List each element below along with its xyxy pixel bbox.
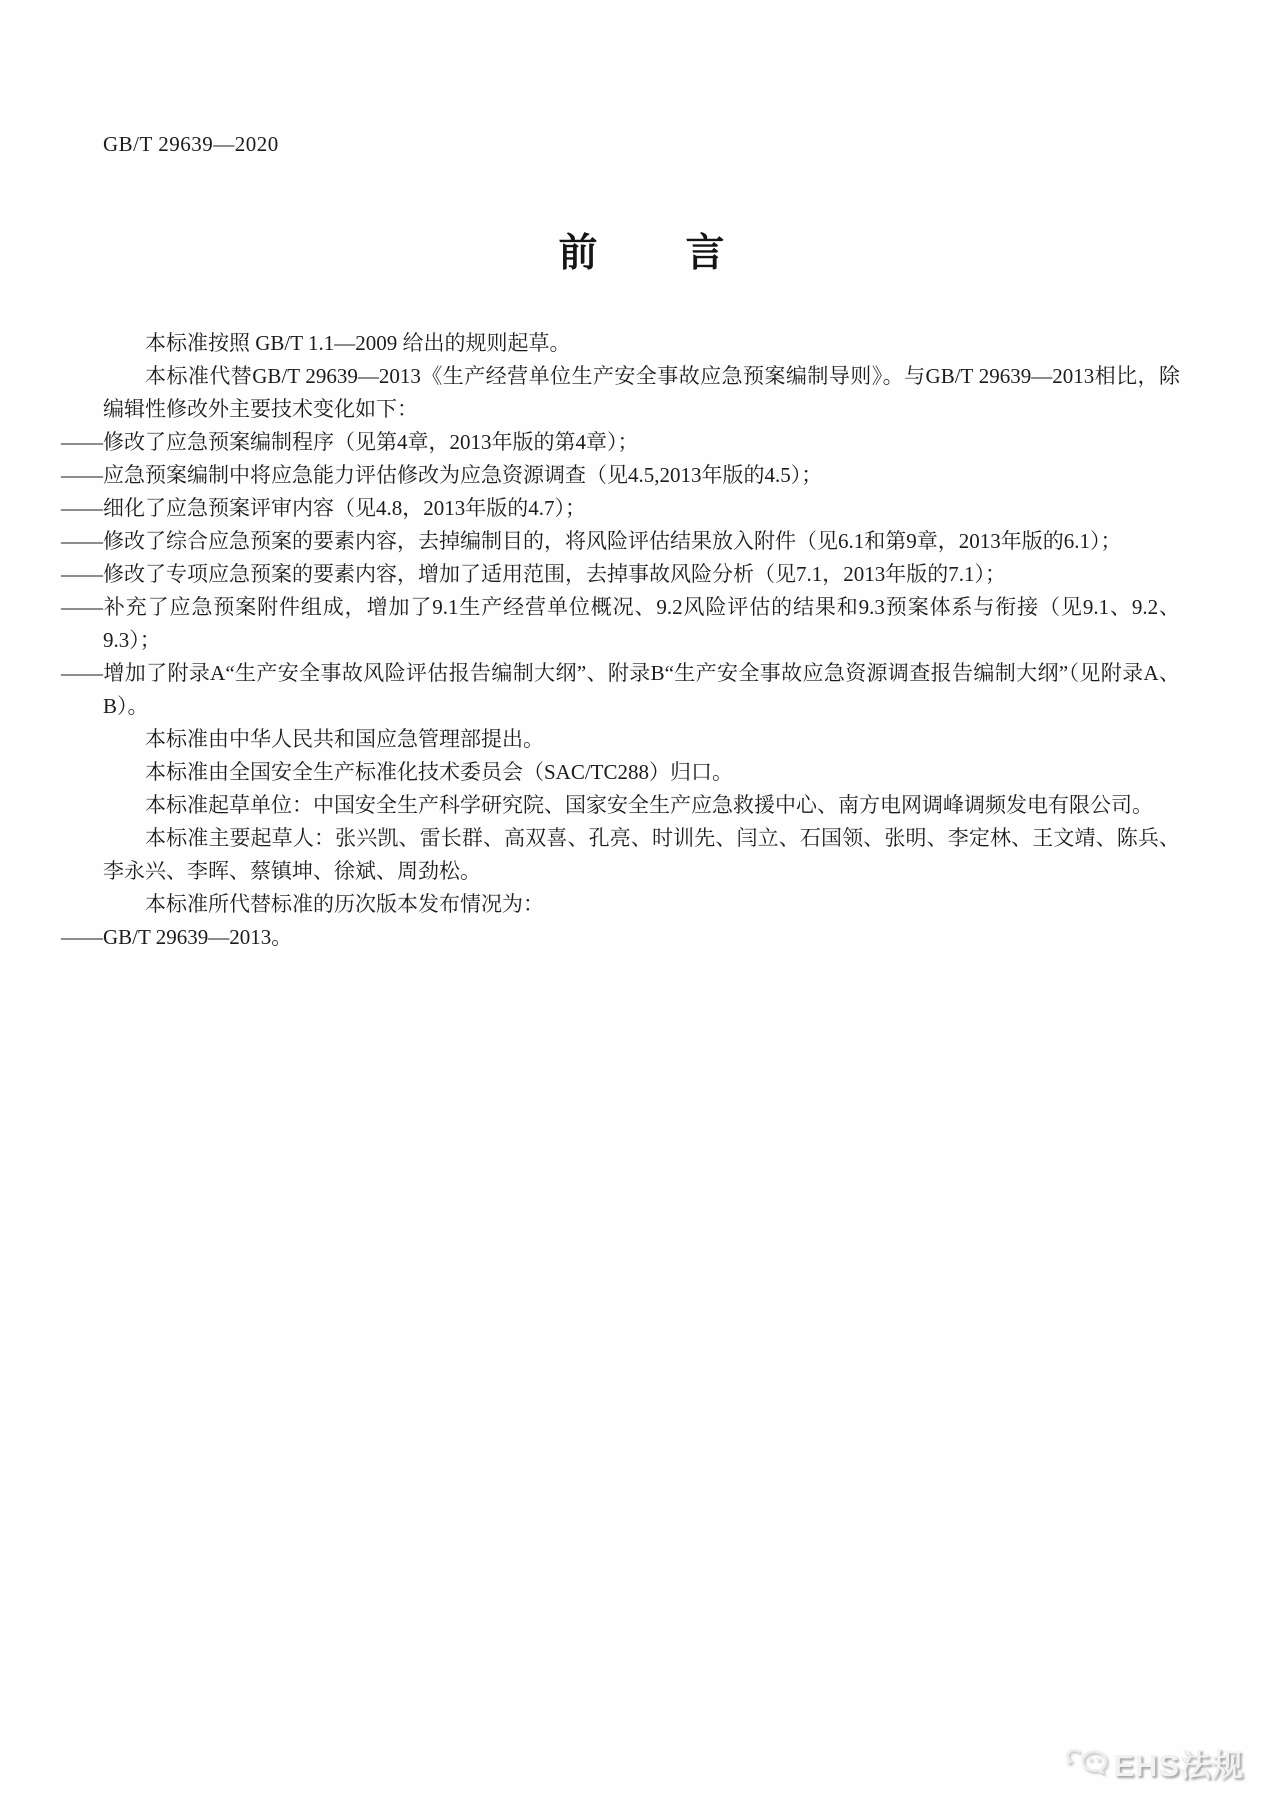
paragraph: 本标准所代替标准的历次版本发布情况为： bbox=[145, 892, 544, 916]
previous-edition-item: ——GB/T 29639—2013。 bbox=[61, 925, 293, 949]
change-list-item: ——应急预案编制中将应急能力评估修改为应急资源调查（见4.5,2013年版的4.5）； bbox=[61, 463, 823, 487]
paragraph: 本标准由全国安全生产标准化技术委员会（SAC/TC288）归口。 bbox=[145, 760, 734, 784]
change-list-item: ——增加了附录A“生产安全事故风险评估报告编制大纲”、附录B“生产安全事故应急资源调查报告编制大纲”（见附录A、B）。 bbox=[61, 661, 1180, 718]
watermark-label: EHS法规 bbox=[1113, 1748, 1244, 1783]
title-char-yan: 言 bbox=[685, 232, 725, 275]
paragraph: 本标准起草单位：中国安全生产科学研究院、国家安全生产应急救援中心、南方电网调峰调频发电有限公司。 bbox=[145, 793, 1153, 817]
document-body bbox=[61, 327, 1180, 954]
wechat-icon bbox=[1064, 1746, 1108, 1780]
watermark bbox=[1064, 1740, 1244, 1785]
change-list-item: ——修改了应急预案编制程序（见第4章，2013年版的第4章）； bbox=[61, 430, 639, 454]
paragraph: 本标准按照 GB/T 1.1—2009 给出的规则起草。 bbox=[145, 331, 571, 355]
change-list-item: ——细化了应急预案评审内容（见4.8，2013年版的4.7）； bbox=[61, 496, 586, 520]
title-char-qian: 前 bbox=[558, 232, 598, 275]
change-list-item: ——修改了专项应急预案的要素内容，增加了适用范围，去掉事故风险分析（见7.1，2013年版的7.1）； bbox=[61, 562, 1006, 586]
change-list-item: ——补充了应急预案附件组成，增加了9.1生产经营单位概况、9.2风险评估的结果和9.3预案体系与衔接（见9.1、9.2、9.3）； bbox=[61, 595, 1180, 652]
page-title bbox=[103, 233, 1180, 275]
paragraph: 本标准主要起草人：张兴凯、雷长群、高双喜、孔亮、时训先、闫立、石国领、张明、李定林、王文靖、陈兵、李永兴、李晖、蔡镇坤、徐斌、周劲松。 bbox=[103, 826, 1180, 883]
paragraph: 本标准由中华人民共和国应急管理部提出。 bbox=[145, 727, 544, 751]
paragraph: 本标准代替GB/T 29639—2013《生产经营单位生产安全事故应急预案编制导则》。与GB/T 29639—2013相比，除编辑性修改外主要技术变化如下： bbox=[103, 364, 1180, 421]
standard-number: GB/T 29639—2020 bbox=[103, 132, 279, 156]
change-list-item: ——修改了综合应急预案的要素内容，去掉编制目的，将风险评估结果放入附件（见6.1和第9章，2013年版的6.1）； bbox=[61, 529, 1122, 553]
